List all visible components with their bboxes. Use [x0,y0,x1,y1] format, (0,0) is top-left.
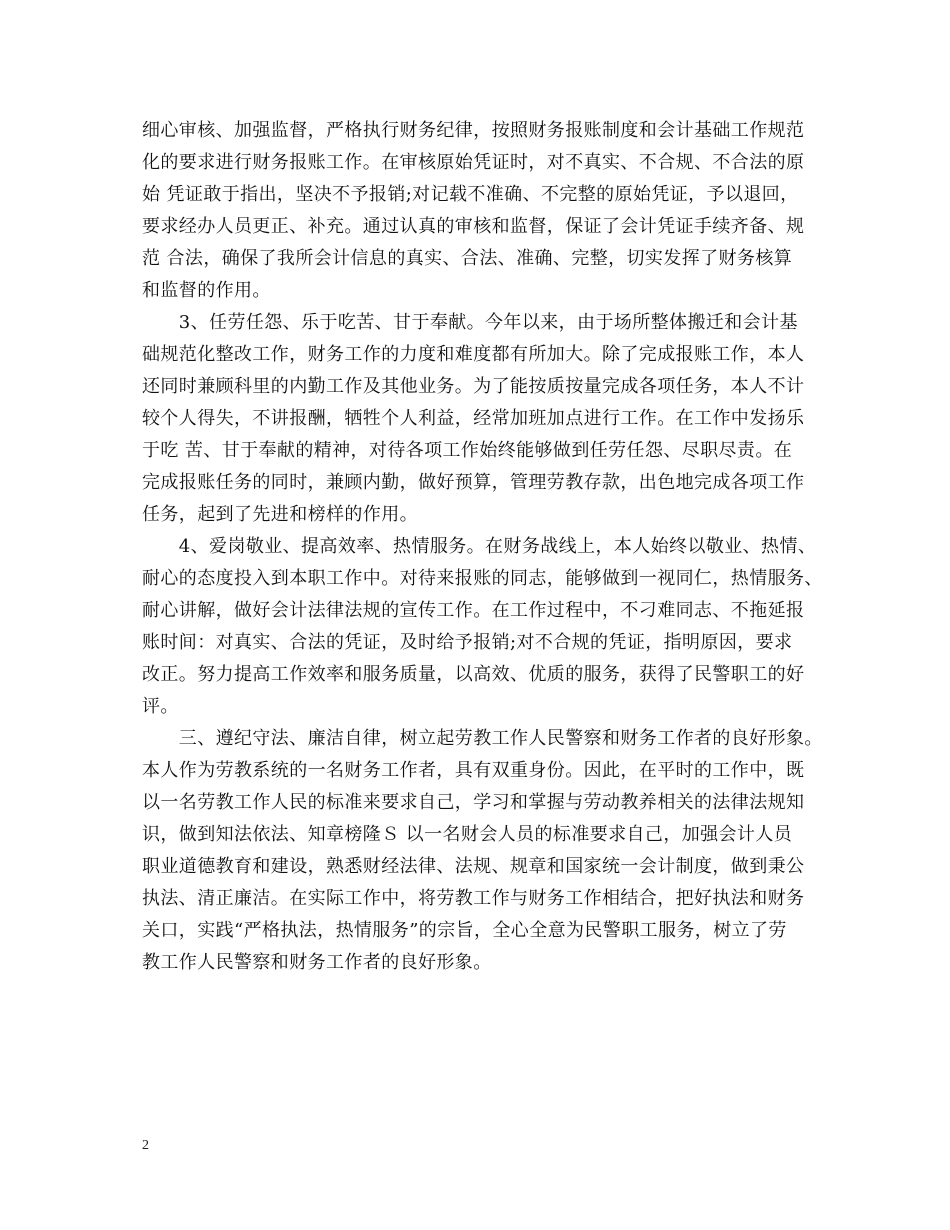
text-line: 础规范化整改工作，财务工作的力度和难度都有所加大。除了完成报账工作，本人 [142,344,805,365]
text-line: 关口，实践“严格执法，热情服务”的宗旨，全心全意为民警职工服务，树立了劳 [142,920,787,941]
text-line: 账时间：对真实、合法的凭证，及时给予报销;对不合规的凭证，指明原因，要求 [142,632,793,653]
text-line: 职业道德教育和建设，熟悉财经法律、法规、规章和国家统一会计制度，做到秉公 [142,856,805,877]
text-line: 执法、清正廉洁。在实际工作中，将劳教工作与财务工作相结合，把好执法和财务 [142,888,805,909]
text-line: 评。 [142,696,179,717]
text-line: 4、爱岗敬业、提高效率、热情服务。在财务战线上，本人始终以敬业、热情、 [142,536,817,557]
text-line: 三、遵纪守法、廉洁自律，树立起劳教工作人民警察和财务工作者的良好形象。 [142,728,823,749]
text-line: 要求经办人员更正、补充。通过认真的审核和监督，保证了会计凭证手续齐备、规 [142,216,805,237]
text-line: 识，做到知法依法、知章榜隆Ｓ 以一名财会人员的标准要求自己，加强会计人员 [142,824,793,845]
page-number: 2 [142,1138,149,1153]
text-line: 耐心讲解，做好会计法律法规的宣传工作。在工作过程中，不刁难同志、不拖延报 [142,600,805,621]
text-line: 始 凭证敢于指出，坚决不予报销;对记载不准确、不完整的原始凭证，予以退回， [142,184,799,205]
text-line: 耐心的态度投入到本职工作中。对待来报账的同志，能够做到一视同仁，热情服务、 [142,568,823,589]
text-line: 和监督的作用。 [142,280,271,301]
text-line: 细心审核、加强监督，严格执行财务纪律，按照财务报账制度和会计基础工作规范 [142,120,805,141]
text-line: 较个人得失，不讲报酬，牺牲个人利益，经常加班加点进行工作。在工作中发扬乐 [142,408,805,429]
text-line: 化的要求进行财务报账工作。在审核原始凭证时，对不真实、不合规、不合法的原 [142,152,805,173]
text-line: 范 合法，确保了我所会计信息的真实、合法、准确、完整，切实发挥了财务核算 [142,248,793,269]
text-line: 本人作为劳教系统的一名财务工作者，具有双重身份。因此，在平时的工作中，既 [142,760,805,781]
text-line: 完成报账任务的同时，兼顾内勤，做好预算，管理劳教存款，出色地完成各项工作 [142,472,805,493]
text-line: 以一名劳教工作人民的标准来要求自己，学习和掌握与劳动教养相关的法律法规知 [142,792,805,813]
text-line: 还同时兼顾科里的内勤工作及其他业务。为了能按质按量完成各项任务，本人不计 [142,376,805,397]
text-line: 3、任劳任怨、乐于吃苦、甘于奉献。今年以来，由于场所整体搬迁和会计基 [142,312,798,333]
body-text [142,115,842,979]
text-line: 任务，起到了先进和榜样的作用。 [142,504,418,525]
text-line: 改正。努力提高工作效率和服务质量，以高效、优质的服务，获得了民警职工的好 [142,664,805,685]
text-line: 教工作人民警察和财务工作者的良好形象。 [142,952,492,973]
text-line: 于吃 苦、甘于奉献的精神，对待各项工作始终能够做到任劳任怨、尽职尽责。在 [142,440,793,461]
